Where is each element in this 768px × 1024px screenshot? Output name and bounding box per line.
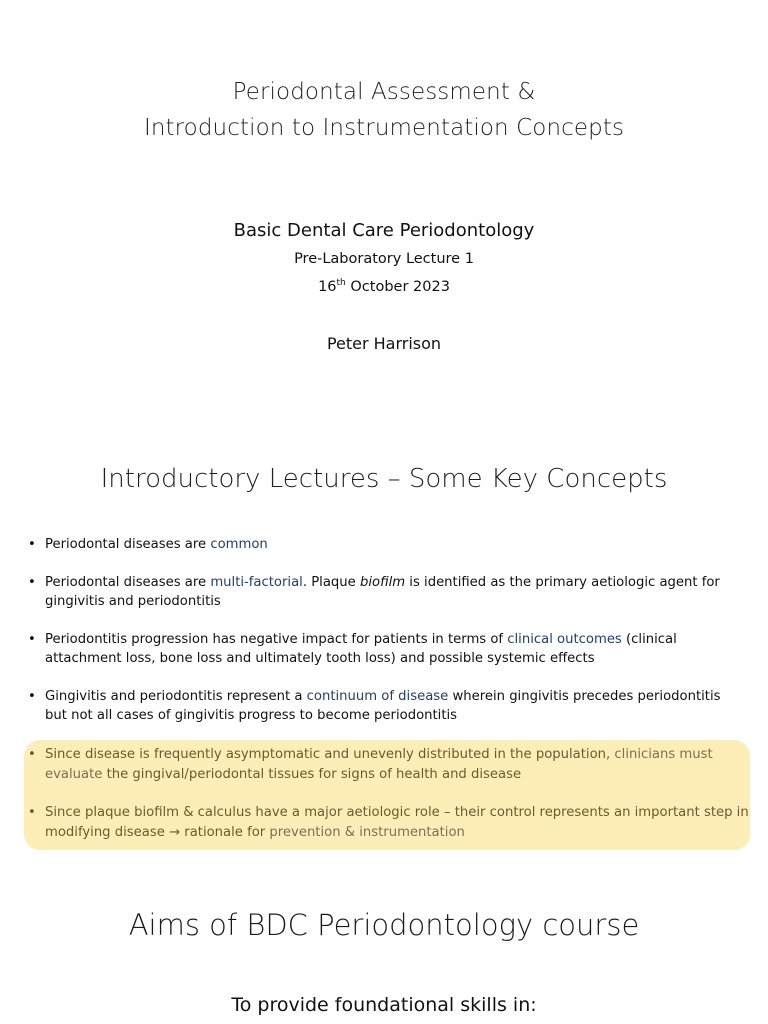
bullet-text: Gingivitis and periodontitis represent a: [45, 688, 307, 704]
key-concepts-title: Introductory Lectures – Some Key Concepts: [100, 464, 668, 494]
bullet-text: Periodontal diseases are: [45, 574, 211, 590]
date-day: 16: [318, 279, 337, 295]
bullet-item: [28, 573, 744, 612]
bullet-emphasis: biofilm: [359, 574, 406, 590]
bullet-highlight: common: [210, 537, 268, 552]
bullet-text: Since plaque biofilm & calculus have a major aetiologic role – their control represents an important step in modifying disease → rationale for: [45, 805, 749, 840]
slide-title-line2: Introduction to Instrumentation Concepts: [143, 115, 625, 141]
author-name: Peter Harrison: [326, 334, 442, 353]
lecture-date: [0, 279, 768, 295]
bullet-text: is identified as the primary aetiologic agent for gingivitis and periodontitis: [45, 574, 720, 609]
slide-title-line1: Periodontal Assessment &: [232, 79, 536, 105]
key-concepts-list: [28, 535, 744, 726]
bullet-item: [28, 630, 744, 669]
bullet-text: . Plaque: [302, 574, 360, 590]
panel-bullet-item: [28, 803, 757, 842]
bullet-highlight: prevention & instrumentation: [269, 824, 465, 840]
bullet-text: Periodontal diseases are: [45, 537, 211, 552]
bullet-highlight: multi-factorial: [210, 574, 303, 590]
bullet-text: Since disease is frequently asymptomatic and unevenly distributed in the population,: [45, 747, 615, 762]
title-slide: [0, 0, 768, 420]
date-month-year: October 2023: [345, 279, 450, 295]
aims-subtitle: To provide foundational skills in:: [231, 994, 537, 1016]
bullet-text: the gingival/periodontal tissues for signs of health and disease: [102, 766, 522, 782]
highlight-panel: [24, 740, 750, 850]
date-suffix: th: [336, 278, 346, 288]
panel-bullet-item: [28, 745, 757, 784]
bullet-text: wherein gingivitis precedes periodontitis but not all cases of gingivitis progress to become periodontitis: [45, 688, 721, 723]
bullet-highlight: continuum of disease: [306, 688, 449, 704]
aims-title: Aims of BDC Periodontology course: [128, 908, 640, 942]
course-name: Basic Dental Care Periodontology: [233, 220, 535, 241]
bullet-item: [28, 687, 744, 726]
lecture-label: Pre-Laboratory Lecture 1: [294, 251, 474, 267]
bullet-text: Periodontitis progression has negative impact for patients in terms of: [45, 631, 508, 647]
bullet-highlight: clinicians must evaluate: [45, 747, 713, 782]
bullet-item: [28, 535, 744, 555]
bullet-highlight: clinical outcomes: [507, 631, 622, 647]
bullet-text: (clinical attachment loss, bone loss and ultimately tooth loss) and possible systemic effects: [45, 631, 677, 666]
